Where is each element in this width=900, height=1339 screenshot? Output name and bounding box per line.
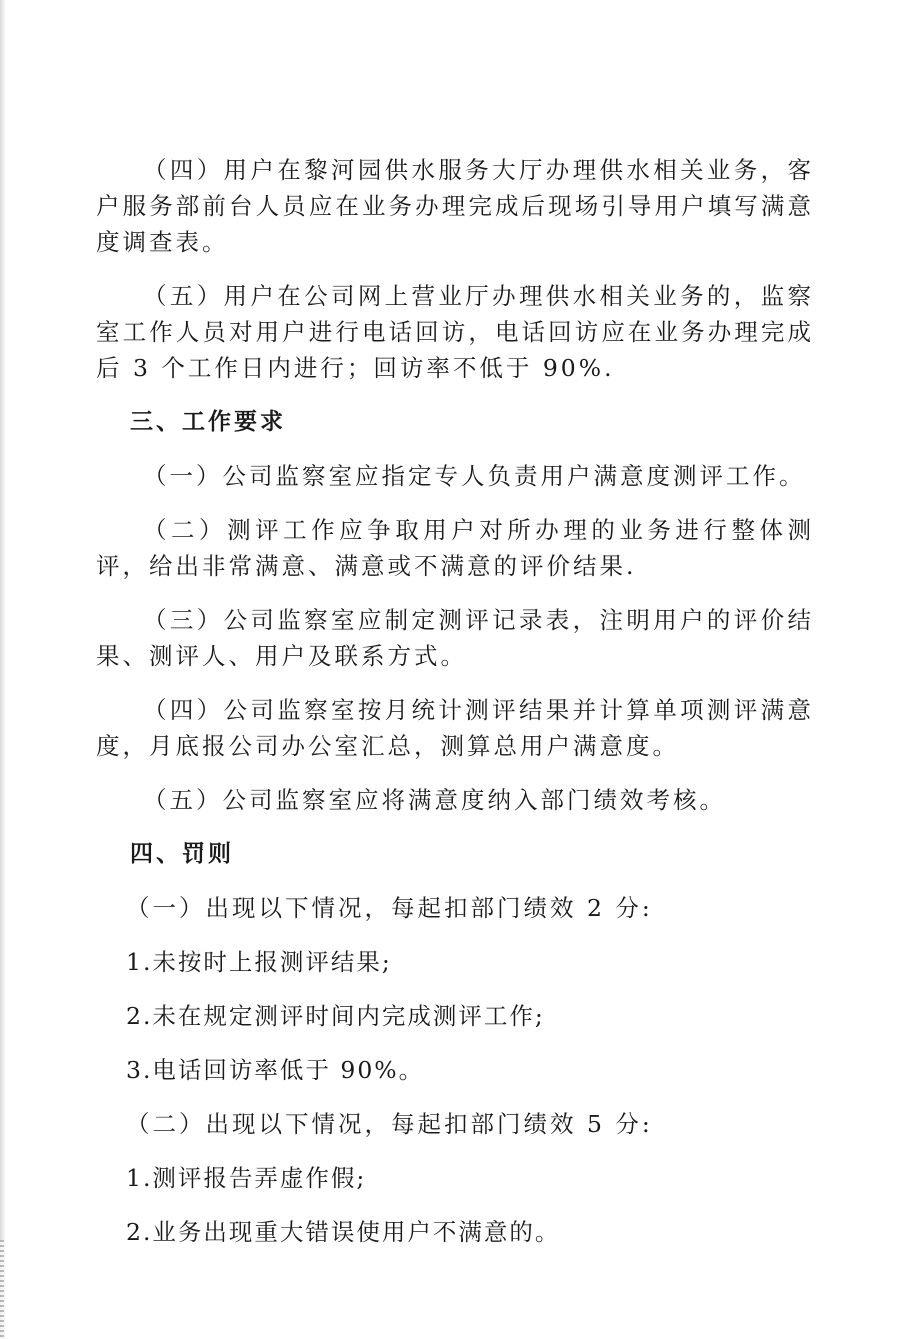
penalty-item: 1.测评报告弄虚作假;	[126, 1164, 367, 1192]
section-heading-penalties: 四、罚则	[130, 841, 234, 867]
scan-edge-mark	[0, 1240, 4, 1339]
paragraph-online-hall: （五）用户在公司网上营业厅办理供水相关业务的，监察室工作人员对用户进行电话回访，电话回访应在业务办理完成后 3 个工作日内进行；回访率不低于 90%.	[96, 282, 814, 382]
scan-edge-shadow	[0, 0, 6, 1339]
penalty-item: 3.电话回访率低于 90%。	[126, 1056, 425, 1084]
penalty-item: 2.业务出现重大错误使用户不满意的。	[126, 1218, 561, 1246]
penalty-item: 2.未在规定测评时间内完成测评工作;	[126, 1002, 545, 1030]
document-body	[96, 152, 814, 1268]
penalty-group-title: （一）出现以下情况，每起扣部门绩效 2 分:	[126, 894, 653, 922]
paragraph-service-hall: （四）用户在黎河园供水服务大厅办理供水相关业务，客户服务部前台人员应在业务办理完成后现场引导用户填写满意度调查表。	[96, 156, 814, 256]
requirement-item: （一）公司监察室应指定专人负责用户满意度测评工作。	[143, 462, 806, 490]
requirement-item: （四）公司监察室按月统计测评结果并计算单项测评满意度，月底报公司办公室汇总，测算总用户满意度。	[96, 696, 814, 760]
requirement-item: （五）公司监察室应将满意度纳入部门绩效考核。	[143, 786, 726, 814]
requirement-item: （三）公司监察室应制定测评记录表，注明用户的评价结果、测评人、用户及联系方式。	[96, 606, 814, 670]
penalty-group-title: （二）出现以下情况，每起扣部门绩效 5 分:	[126, 1110, 653, 1138]
section-heading-work-requirements: 三、工作要求	[130, 409, 286, 435]
penalty-item: 1.未按时上报测评结果;	[126, 948, 392, 976]
requirement-item: （二）测评工作应争取用户对所办理的业务进行整体测评，给出非常满意、满意或不满意的评价结果.	[96, 516, 814, 580]
